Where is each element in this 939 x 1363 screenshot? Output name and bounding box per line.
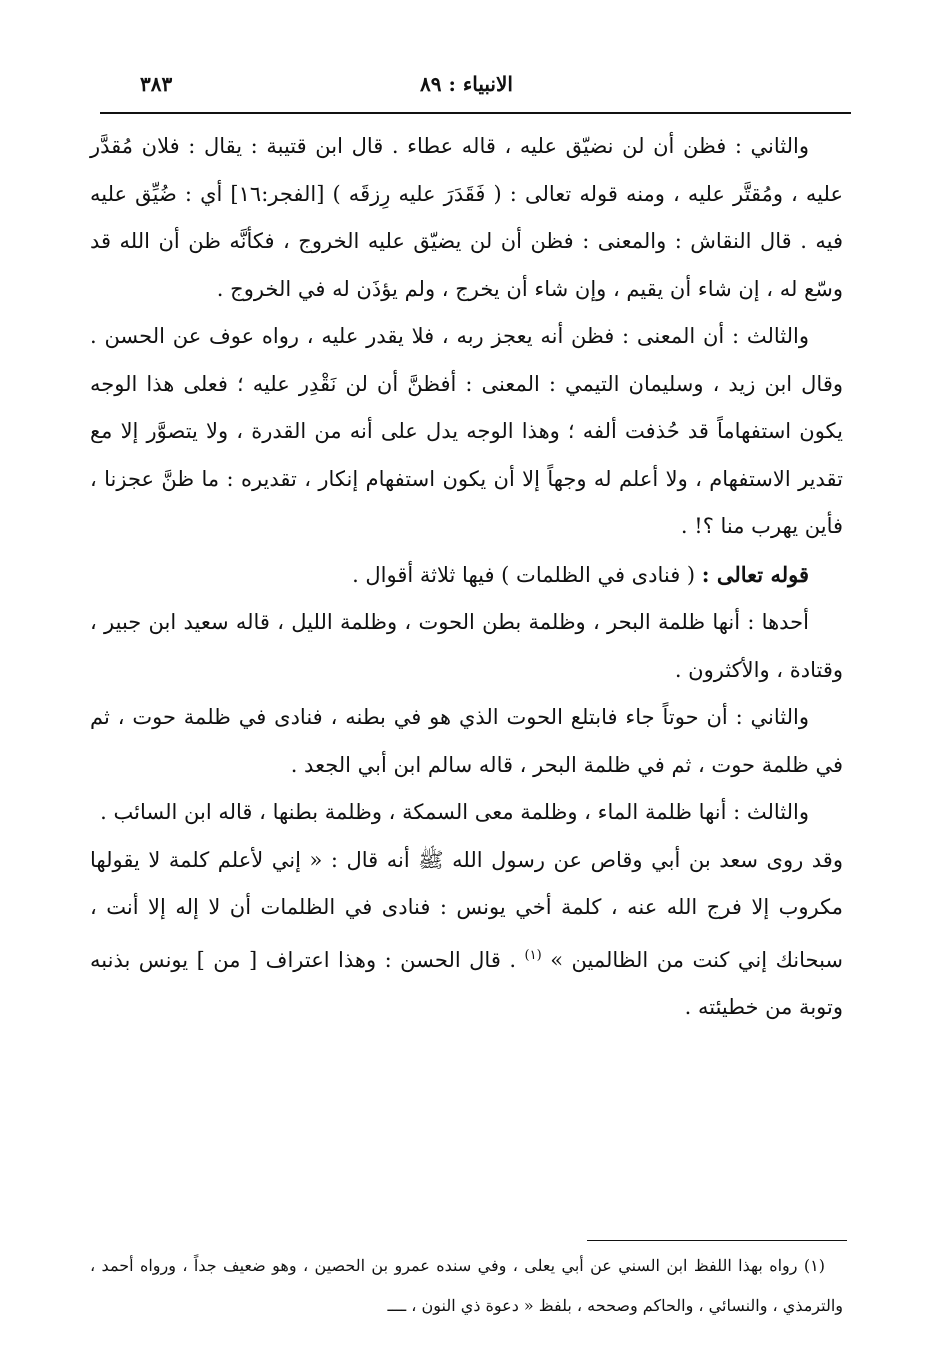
verse-label: قوله تعالى :: [701, 561, 809, 587]
paragraph: والثاني : فظن أن لن نضيّق عليه ، قاله عطاء . قال ابن قتيبة : يقال : فلان مُقدَّر عليه ، ومُقتَّر عليه ، ومنه قوله تعالى : ( فَقَدَرَ عليه رِزقَه ) [الفجر:١٦] أي : ضُيِّق عليه فيه . قال النقاش : والمعنى : فظن أن لن يضيّق عليه الخروج ، فكأنَّه ظن أن الله قد وسّع له ، إن شاء أن يقيم ، وإن شاء أن يخرج ، ولم يؤذَن له في الخروج .: [90, 134, 843, 301]
footnotes: [90, 1246, 843, 1326]
header-rule: [100, 112, 851, 114]
paragraph: والثالث : أن المعنى : فظن أنه يعجز ربه ، فلا يقدر عليه ، رواه عوف عن الحسن . وقال ابن زيد ، وسليمان التيمي : المعنى : أفظنَّ أن لن نَقْدِر عليه ؛ فعلى هذا الوجه يكون استفهاماً قد حُذفت ألفه ؛ وهذا الوجه يدل على أنه من القدرة ، ولا يتصوَّر إلا مع تقدير الاستفهام ، ولا أعلم له وجهاً إلا أن يكون استفهام إنكار ، تقديره : ما ظنَّ عجزنا ، فأين يهرب منا ؟! .: [90, 324, 843, 538]
hadith-text: وقد روى سعد بن أبي وقاص عن رسول الله ﷺ أنه قال : « إني لأعلم كلمة لا يقولها مكروب إلا فرج الله عنه ، كلمة أخي يونس : فنادى في الظلمات أن لا إله إلا أنت ، سبحانك إني كنت من الظالمين »: [90, 847, 843, 972]
paragraph: والثاني : أن حوتاً جاء فابتلع الحوت الذي هو في بطنه ، فنادى في ظلمة حوت ، ثم في ظلمة حوت ، ثم في ظلمة البحر ، قاله سالم ابن أبي الجعد .: [90, 705, 843, 777]
verse-paragraph: [90, 551, 843, 600]
main-text: [90, 123, 843, 1032]
paragraph: أحدها : أنها ظلمة البحر ، وظلمة بطن الحوت ، وظلمة الليل ، قاله سعيد ابن جبير ، وقتادة ، والأكثرون .: [90, 610, 843, 682]
footnote-rule: [587, 1240, 847, 1241]
running-title: الانبياء : ٨٩: [420, 72, 513, 96]
page-number: ٣٨٣: [140, 72, 173, 96]
hadith-paragraph: [90, 837, 843, 1032]
verse-text: ( فنادى في الظلمات ) فيها ثلاثة أقوال .: [352, 562, 696, 587]
book-page: [90, 60, 843, 1340]
footnote-1: (١) رواه بهذا اللفظ ابن السني عن أبي يعلى ، وفي سنده عمرو بن الحصين ، وهو ضعيف جداً ، ورواه أحمد ، والترمذي ، والنسائي ، والحاكم وصححه ، بلفظ « دعوة ذي النون ، ــــ: [90, 1256, 843, 1315]
paragraph: والثالث : أنها ظلمة الماء ، وظلمة معى السمكة ، وظلمة بطنها ، قاله ابن السائب .: [100, 800, 809, 824]
footnote-ref: (١): [524, 947, 542, 963]
page-header: [90, 60, 843, 108]
hadith-tail: . قال الحسن : وهذا اعتراف [ من ] يونس بذنبه وتوبة من خطيئته .: [90, 947, 843, 1019]
